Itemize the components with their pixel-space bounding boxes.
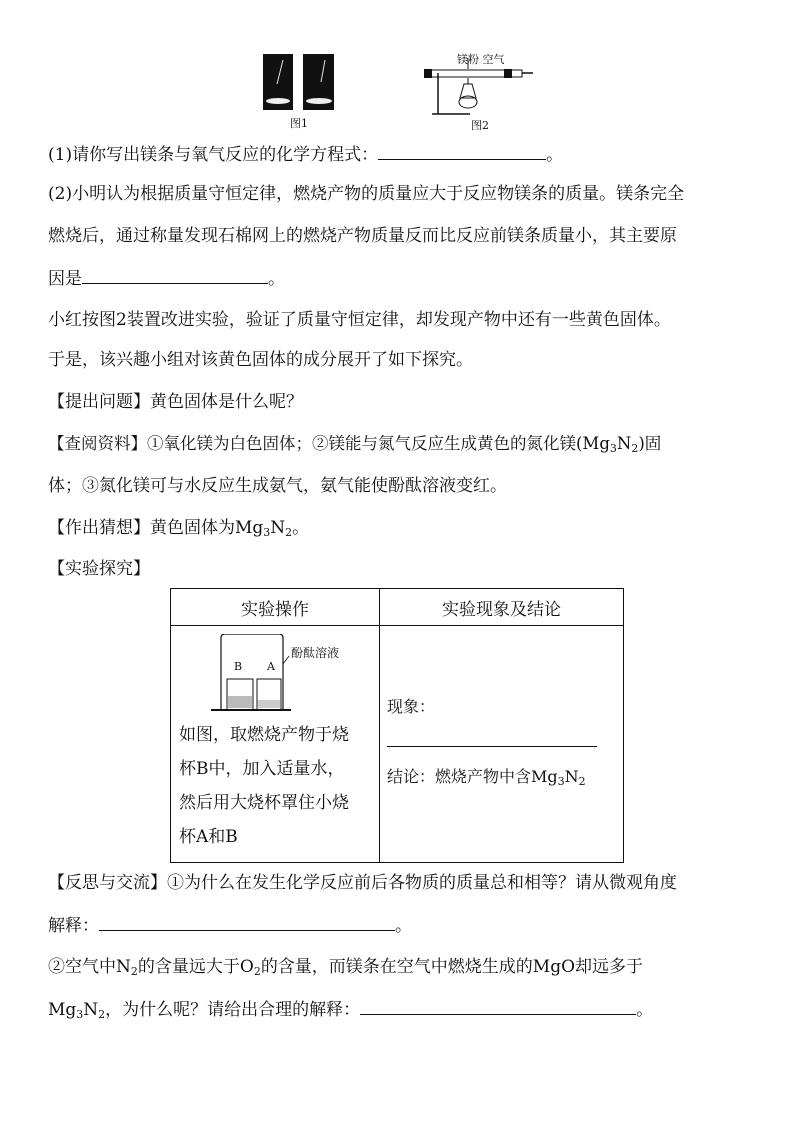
subscript: 2	[130, 965, 138, 978]
hypothesis-end: 。	[292, 518, 310, 538]
operation-cell	[171, 626, 380, 863]
operation-line-2: 杯B中，加入适量水，	[179, 759, 345, 779]
subscript: 2	[631, 442, 639, 455]
figure-2-label: 镁粉 空气	[457, 53, 505, 66]
question-2-line-2: 燃烧后，通过称量发现石棉网上的燃烧产物质量反而比反应前镁条质量小，其主要原	[48, 226, 677, 246]
subscript: 3	[609, 442, 617, 455]
reflection-line-2	[48, 914, 412, 937]
answer-blank-3[interactable]	[99, 914, 395, 931]
intro-line-1: 小红按图2装置改进实验，验证了质量守恒定律，却发现产物中还有一些黄色固体。	[48, 310, 671, 330]
table-header-result: 实验现象及结论	[380, 589, 624, 626]
question-2-line-3	[48, 267, 285, 290]
subscript: 2	[253, 965, 261, 978]
subscript: 2	[578, 775, 586, 788]
reflection-line-4	[48, 998, 653, 1021]
phenomenon-label: 现象：	[387, 697, 436, 716]
formula-element: N	[270, 518, 286, 538]
phenomenon-blank[interactable]	[387, 746, 597, 747]
reflection-end: 。	[395, 916, 412, 936]
operation-line-1: 如图，取燃烧产物于烧	[179, 725, 349, 745]
table-header-operation: 实验操作	[171, 589, 380, 626]
answer-blank-4[interactable]	[360, 998, 636, 1015]
section-title-experiment: 【实验探究】	[48, 559, 150, 579]
answer-blank-1[interactable]	[378, 143, 546, 160]
figure-1-photo-right	[303, 54, 334, 110]
question-1-text: (1)请你写出镁条与氧气反应的化学方程式：	[48, 145, 379, 165]
reflection-text: 的含量，而镁条在空气中燃烧生成的MgO却远多于	[260, 957, 644, 977]
result-cell	[380, 626, 624, 863]
reflection-text: ，为什么呢？请给出合理的解释：	[105, 1000, 361, 1020]
reflection-text: 的含量远大于O	[137, 957, 254, 977]
operation-line-3: 然后用大烧杯罩住小烧	[179, 793, 349, 813]
reagent-label: 酚酞溶液	[291, 646, 340, 660]
intro-line-2: 于是，该兴趣小组对该黄色固体的成分展开了如下探究。	[48, 350, 473, 370]
question-1	[48, 143, 563, 166]
formula-element: Mg	[48, 1000, 77, 1020]
reference-info-line-1	[48, 433, 661, 455]
question-2-end: 。	[268, 269, 285, 289]
reflection-line-1: 【反思与交流】①为什么在发生化学反应前后各物质的质量总和相等？请从微观角度	[48, 873, 677, 893]
conclusion-text	[387, 764, 586, 787]
reference-info-end: )固	[638, 434, 662, 453]
question-2-line-1: (2)小明认为根据质量守恒定律，燃烧产物的质量应大于反应物镁条的质量。镁条完全	[48, 184, 685, 204]
question-1-end: 。	[546, 145, 564, 165]
conclusion-label: 结论：燃烧产物中含Mg	[387, 767, 558, 786]
subscript: 2	[98, 1008, 106, 1021]
hypothesis-text: 【作出猜想】黄色固体为Mg	[48, 518, 264, 538]
figure-2-caption: 图2	[471, 119, 489, 132]
problem-statement: 【提出问题】黄色固体是什么呢？	[48, 392, 303, 412]
reflection-prefix: 解释：	[48, 916, 99, 936]
figure-1-caption: 图1	[290, 117, 308, 130]
burning-magnesium-image	[263, 54, 293, 110]
ash-residue-image	[303, 54, 334, 110]
subscript: 3	[263, 526, 271, 539]
subscript: 3	[76, 1008, 84, 1021]
operation-line-4: 杯A和B	[179, 827, 238, 847]
operation-text	[179, 718, 349, 854]
hypothesis	[48, 517, 309, 539]
reflection-text: ②空气中N	[48, 957, 131, 977]
combustion-apparatus-diagram	[420, 58, 540, 120]
formula-element: N	[564, 767, 579, 786]
beaker-a-label: A	[267, 660, 275, 673]
reflection-line-3	[48, 956, 643, 978]
answer-blank-2[interactable]	[82, 267, 268, 284]
reference-info-text: 【查阅资料】①氧化镁为白色固体；②镁能与氮气反应生成黄色的氮化镁(Mg	[48, 434, 610, 453]
question-2-prefix: 因是	[48, 269, 82, 289]
reflection-end: 。	[636, 1000, 654, 1020]
experiment-table	[170, 588, 624, 863]
beaker-b-label: B	[234, 660, 243, 673]
formula-element: N	[616, 434, 632, 453]
formula-element: N	[83, 1000, 99, 1020]
subscript: 2	[285, 526, 293, 539]
figure-1-photo-left	[263, 54, 293, 110]
reference-info-line-2: 体；③氮化镁可与水反应生成氨气，氨气能使酚酞溶液变红。	[48, 476, 507, 496]
subscript: 3	[557, 775, 565, 788]
